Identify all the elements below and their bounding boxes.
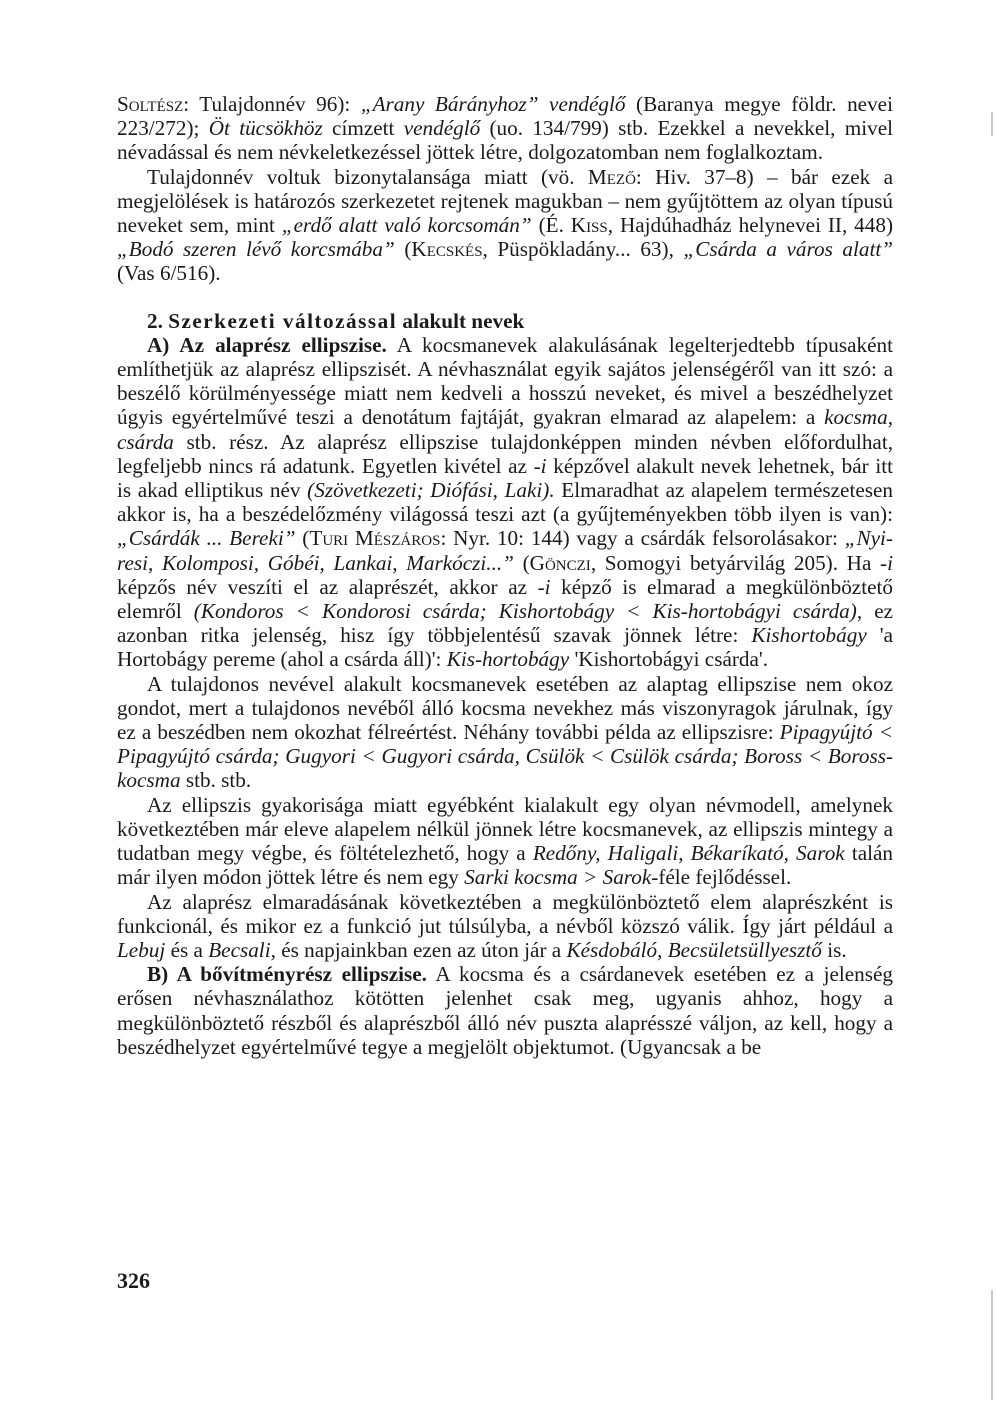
section-heading — [117, 309, 893, 333]
section-title-rest: alakult nevek — [397, 308, 525, 333]
page-number: 326 — [117, 1268, 150, 1293]
paragraph-alapresz — [117, 333, 893, 672]
text-span: stb. stb. — [180, 768, 252, 793]
example-name: (Kondoros < Kondorosi csárda; Kishortobágy < Kis-hortobágyi csárda), — [193, 599, 863, 624]
section-title-spaced: Szerkezeti változással — [168, 308, 398, 333]
text-span: (Vas 6/516). — [117, 261, 221, 286]
example-name: -i — [880, 550, 893, 575]
text-span: , Hajdúhadház helynevei II, 448) — [607, 213, 894, 238]
text-span: : Nyr. 10: 144) vagy a csárdák felsorolásakor: — [440, 526, 845, 551]
text-span: és a — [165, 937, 209, 962]
subsection-heading: A) Az alaprész ellipszise. — [147, 332, 387, 357]
text-span: 'Kishortobágyi csárda'. — [569, 647, 769, 672]
author-name: Kecskés — [411, 237, 483, 262]
text-span: (Baranya megye földr. nevei 223/272); — [117, 92, 893, 141]
text-span: Tulajdonnév voltuk bizonytalansága miatt (vö. — [147, 164, 588, 189]
text-span: képző is elmarad a megkülönböztető elemről — [117, 574, 893, 624]
paragraph-tulajdonnev — [117, 165, 893, 286]
text-span: képzős név veszíti el az alaprészét, akkor az — [117, 574, 538, 599]
text-span: Az ellipszis gyakorisága miatt egyébként kialakult egy olyan névmodell, amelynek következtében már eleve alapelem nélkül jönnek létre kocsmanevek, az ellipszis mintegy a tudatban megy végbe, és föltételezhető, hogy a — [117, 792, 893, 866]
text-span: ( — [295, 526, 310, 551]
subsection-heading: B) A bővítményrész ellipszise. — [147, 962, 427, 987]
example-name: Pipagyújtó < Pipagyújtó csárda; Gugyori < Gugyori csárda, Csülök < Csülök csárda; Boross < Boross-kocsma — [117, 720, 893, 793]
author-name: Soltész — [117, 92, 184, 116]
text-span: ez azonban ritka jelenség, hisz így többjelentésű szavak jönnek létre: — [117, 599, 894, 648]
example-name: kocsma, csárda — [117, 405, 893, 454]
text-span: : Hiv. 37–8) – bár ezek a megjelölések is határozós szerkezetet rejtenek magukban – nem gyűjtöttem az olyan típusú neveket sem, mint — [117, 164, 893, 238]
example-name: Késdobáló, Becsületsüllyesztő — [566, 937, 822, 962]
text-span: , Somogyi betyárvilág 205). Ha — [590, 550, 881, 575]
author-name: Kiss — [570, 213, 608, 238]
text-span: ( — [394, 237, 412, 262]
example-name: -i — [533, 453, 547, 478]
author-name: Mező — [587, 164, 636, 189]
example-name: Kishortobágy — [751, 623, 867, 648]
text-span: stb. rész. Az alaprész ellipszise tulajdonképpen minden névben előfordulhat, legfeljebb nincs rá adatunk. Egyetlen kivétel az — [117, 429, 893, 478]
example-name: Becsali, — [208, 937, 276, 962]
example-name: Kis-hortobágy — [446, 647, 570, 672]
example-name: Lebuj — [117, 937, 166, 962]
example-name: vendéglő — [403, 116, 481, 141]
text-span: 'a Hortobágy pereme (ahol a csárda áll)': — [117, 623, 893, 672]
text-span: A kocsma és a csárdanevek esetében ez a jelenség erősen névhasználathoz kötötten jelenhet csak meg, ugyanis ahhoz, hogy a megkülönböztető részből és alaprészből álló név puszta alaprésszé váljon, az kell, hogy a beszédhelyzet egyértelművé tegye a megjelölt objektumot. (Ugyancsak a be — [117, 962, 894, 1059]
text-span: -féle fejlődéssel. — [651, 865, 792, 890]
example-name: „Arany Bárányhoz” vendéglő — [360, 92, 626, 116]
text-span: A tulajdonos nevével alakult kocsmanevek esetében az alaptag ellipszise nem okoz gondot, mert a tulajdonos nevéből álló kocsma nevekhez más viszonyragok járulnak, így ez a beszédben nem okozhat félreértést. Néhány további példa az ellipszisre: — [117, 671, 893, 745]
text-span: (uo. 134/799) stb. Ezekkel a nevekkel, mivel névadással és nem névkeletkezéssel jöttek létre, dolgozatomban nem foglalkoztam. — [117, 116, 893, 165]
scan-edge-mark — [991, 1290, 993, 1400]
body-text — [117, 92, 893, 1059]
text-span: Az alaprész elmaradásának következtében a megkülönböztető elem alaprészként is funkcionál, és mikor ez a funkció jut túlsúlyba, a névből közszó válik. Így járt például a — [117, 889, 893, 938]
example-name: (Szövetkezeti; Diófási, Laki). — [307, 478, 555, 503]
example-name: -i — [537, 574, 551, 599]
text-span: címzett — [322, 116, 404, 141]
text-span: és napjainkban ezen az úton jár a — [275, 937, 567, 962]
section-number: 2. — [147, 308, 169, 333]
author-name: Gönczi — [529, 550, 591, 575]
paragraph-bovitmeny — [117, 962, 893, 1059]
text-span: is. — [821, 937, 847, 962]
paragraph-tulajdonos — [117, 672, 893, 793]
author-name: Turi Mészáros — [309, 526, 441, 551]
text-span: ( — [513, 550, 530, 575]
text-span: Elmaradhat az alapelem természetesen akkor is, ha a beszédelőzmény világossá teszi azt (a gyűjteményekben több ilyen is van): — [117, 478, 893, 527]
example-name: „Csárdák ... Bereki” — [117, 526, 296, 551]
example-name: „Bodó szeren lévő korcsmába” — [117, 237, 395, 262]
paragraph-kozszo — [117, 890, 893, 963]
text-span: : Tulajdonnév 96): — [183, 92, 361, 116]
paragraph-soltesz — [117, 92, 893, 165]
scan-edge-mark — [991, 112, 993, 136]
example-name: Sarki kocsma > Sarok — [464, 865, 652, 890]
text-span: talán már ilyen módon jöttek létre és nem egy — [117, 841, 893, 890]
example-name: „erdő alatt való korcsomán” — [281, 213, 532, 238]
example-name: „Csárda a város alatt” — [683, 237, 894, 262]
text-span: A kocsmanevek alakulásának legelterjedtebb típusaként említhetjük az alaprész ellipszisét. A névhasználat egyik sajátos jelenségéről van itt szó: a beszélő körülményessége miatt nem kedveli a hosszú neveket, és mivel a beszédhelyzet úgyis egyértelművé teszi a denotátum fajtáját, gyakran elmarad az alapelem: a — [117, 332, 893, 430]
paragraph-ellipszis — [117, 793, 893, 890]
example-name: Öt tücsökhöz — [208, 116, 323, 141]
text-span: , Püspökladány... 63), — [482, 237, 684, 262]
example-name: „Nyiresi, Kolomposi, Góbéi, Lankai, Markóczi...” — [117, 526, 894, 575]
example-name: Redőny, Haligali, Békaríkató, Sarok — [532, 841, 845, 866]
text-span: képzővel alakult nevek lehetnek, bár itt is akad elliptikus név — [117, 453, 894, 503]
text-span: (É. — [531, 213, 571, 238]
